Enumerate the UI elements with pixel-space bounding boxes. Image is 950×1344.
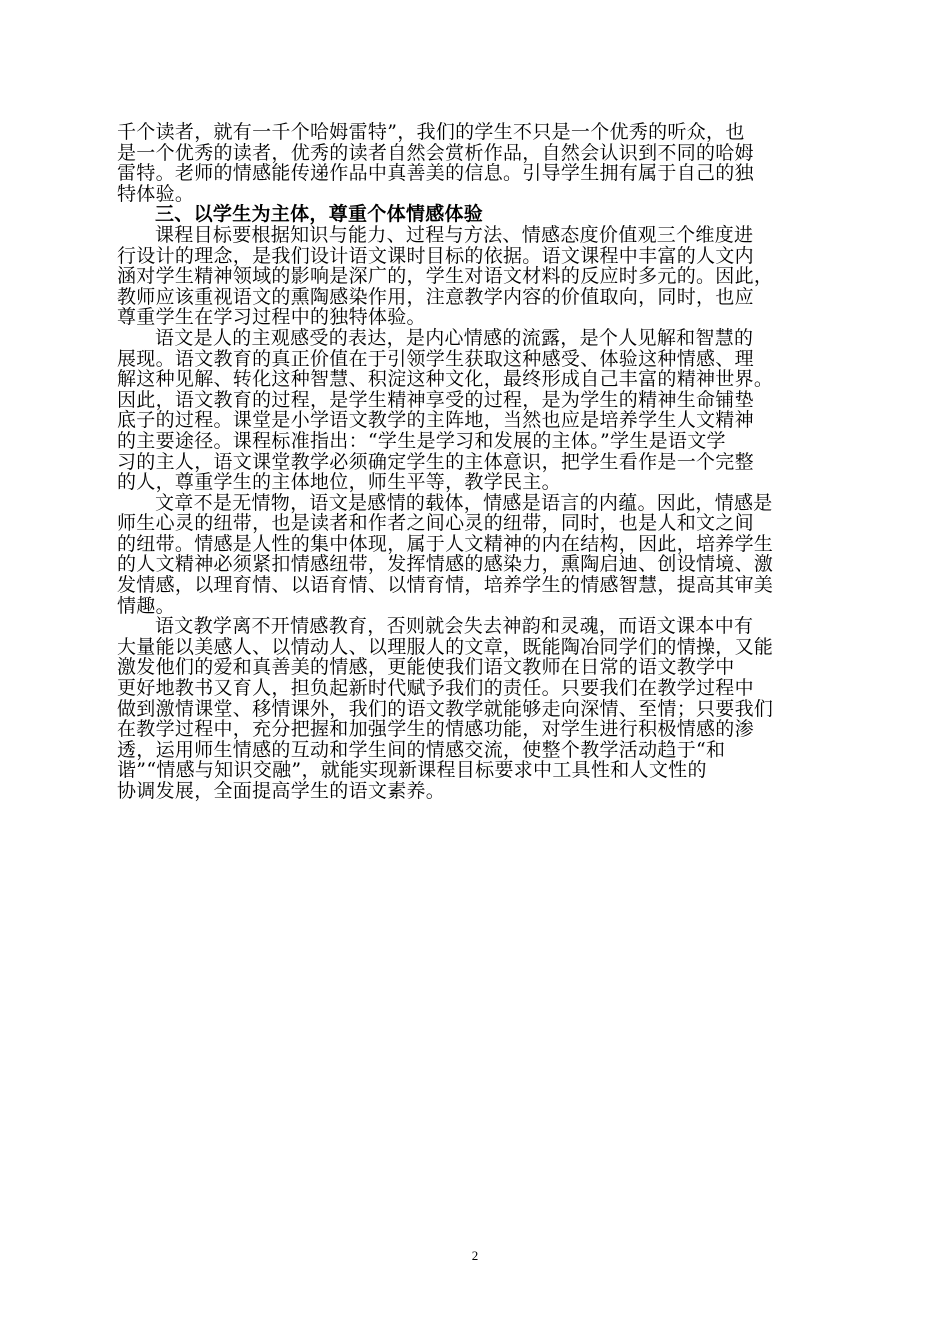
text-line: 解这种见解、转化这种智慧、积淀这种文化，最终形成自己丰富的精神世界。: [117, 368, 774, 391]
text-line: 激发他们的爱和真善美的情感，更能使我们语文教师在日常的语文教学中: [117, 656, 735, 679]
text-line: 的人文精神必须紧扣情感纽带，发挥情感的感染力，熏陶启迪、创设情境、激: [117, 553, 774, 576]
text-line: 更好地教书又育人，担负起新时代赋予我们的责任。只要我们在教学过程中: [117, 677, 754, 700]
text-line: 协调发展，全面提高学生的语文素养。: [117, 780, 446, 802]
text-line: 习的主人，语文课堂教学必须确定学生的主体意识，把学生看作是一个完整: [117, 450, 754, 473]
text-line: 做到激情课堂、移情课外，我们的语文教学就能够走向深情、至情；只要我们: [117, 697, 774, 720]
text-line: 教师应该重视语文的熏陶感染作用，注意教学内容的价值取向，同时，也应: [117, 285, 754, 308]
text-line: 展现。语文教育的真正价值在于引领学生获取这种感受、体验这种情感、理: [117, 347, 754, 370]
text-line: 雷特。老师的情感能传递作品中真善美的信息。引导学生拥有属于自己的独: [117, 162, 754, 185]
text-line: 透，运用师生情感的互动和学生间的情感交流，使整个教学活动趋于“和: [117, 738, 726, 761]
text-line: 发情感，以理育情、以语育情、以情育情，培养学生的情感智慧，提高其审美: [117, 574, 774, 597]
text-line: 是一个优秀的读者，优秀的读者自然会赏析作品，自然会认识到不同的哈姆: [117, 141, 754, 164]
document-page: [117, 122, 833, 802]
paragraph-2: [117, 328, 833, 493]
page-number: 2: [471, 1248, 479, 1263]
text-line: 底子的过程。课堂是小学语文教学的主阵地，当然也应是培养学生人文精神: [117, 409, 754, 432]
paragraph-3: [117, 493, 833, 617]
paragraph-continuation: [117, 122, 833, 204]
text-line: 因此，语文教育的过程，是学生精神享受的过程，是为学生的精神生命铺垫: [117, 388, 754, 411]
text-line: 语文教学离不开情感教育，否则就会失去神韵和灵魂，而语文课本中有: [155, 615, 754, 638]
text-line: 谐”“情感与知识交融”，就能实现新课程目标要求中工具性和人文性的: [117, 759, 707, 782]
text-line: 在教学过程中，充分把握和加强学生的情感功能，对学生进行积极情感的渗: [117, 718, 754, 741]
text-line: 涵对学生精神领域的影响是深广的，学生对语文材料的反应时多元的。因此，: [117, 265, 774, 288]
paragraph-4: [117, 616, 833, 801]
text-line: 行设计的理念，是我们设计语文课时目标的依据。语文课程中丰富的人文内: [117, 244, 754, 267]
text-line: 尊重学生在学习过程中的独特体验。: [117, 306, 426, 329]
text-line: 课程目标要根据知识与能力、过程与方法、情感态度价值观三个维度进: [155, 223, 754, 246]
paragraph-1: [117, 225, 833, 328]
text-line: 的纽带。情感是人性的集中体现，属于人文精神的内在结构，因此，培养学生: [117, 532, 774, 555]
text-line: 的主要途径。课程标准指出：“学生是学习和发展的主体。”学生是语文学: [117, 429, 726, 452]
section-heading: 三、以学生为主体，尊重个体情感体验: [155, 203, 484, 226]
text-line: 语文是人的主观感受的表达，是内心情感的流露，是个人见解和智慧的: [155, 326, 754, 349]
text-line: 特体验。: [117, 182, 195, 205]
text-line: 大量能以美感人、以情动人、以理服人的文章，既能陶冶同学们的情操，又能: [117, 635, 774, 658]
text-line: 的人，尊重学生的主体地位，师生平等，教学民主。: [117, 471, 561, 494]
text-line: 文章不是无情物，语文是感情的载体，情感是语言的内蕴。因此，情感是: [155, 491, 773, 514]
text-line: 情趣。: [117, 594, 175, 617]
text-line: 师生心灵的纽带，也是读者和作者之间心灵的纽带，同时，也是人和文之间: [117, 512, 754, 535]
text-line: 千个读者，就有一千个哈姆雷特”，我们的学生不只是一个优秀的听众，也: [117, 121, 745, 143]
